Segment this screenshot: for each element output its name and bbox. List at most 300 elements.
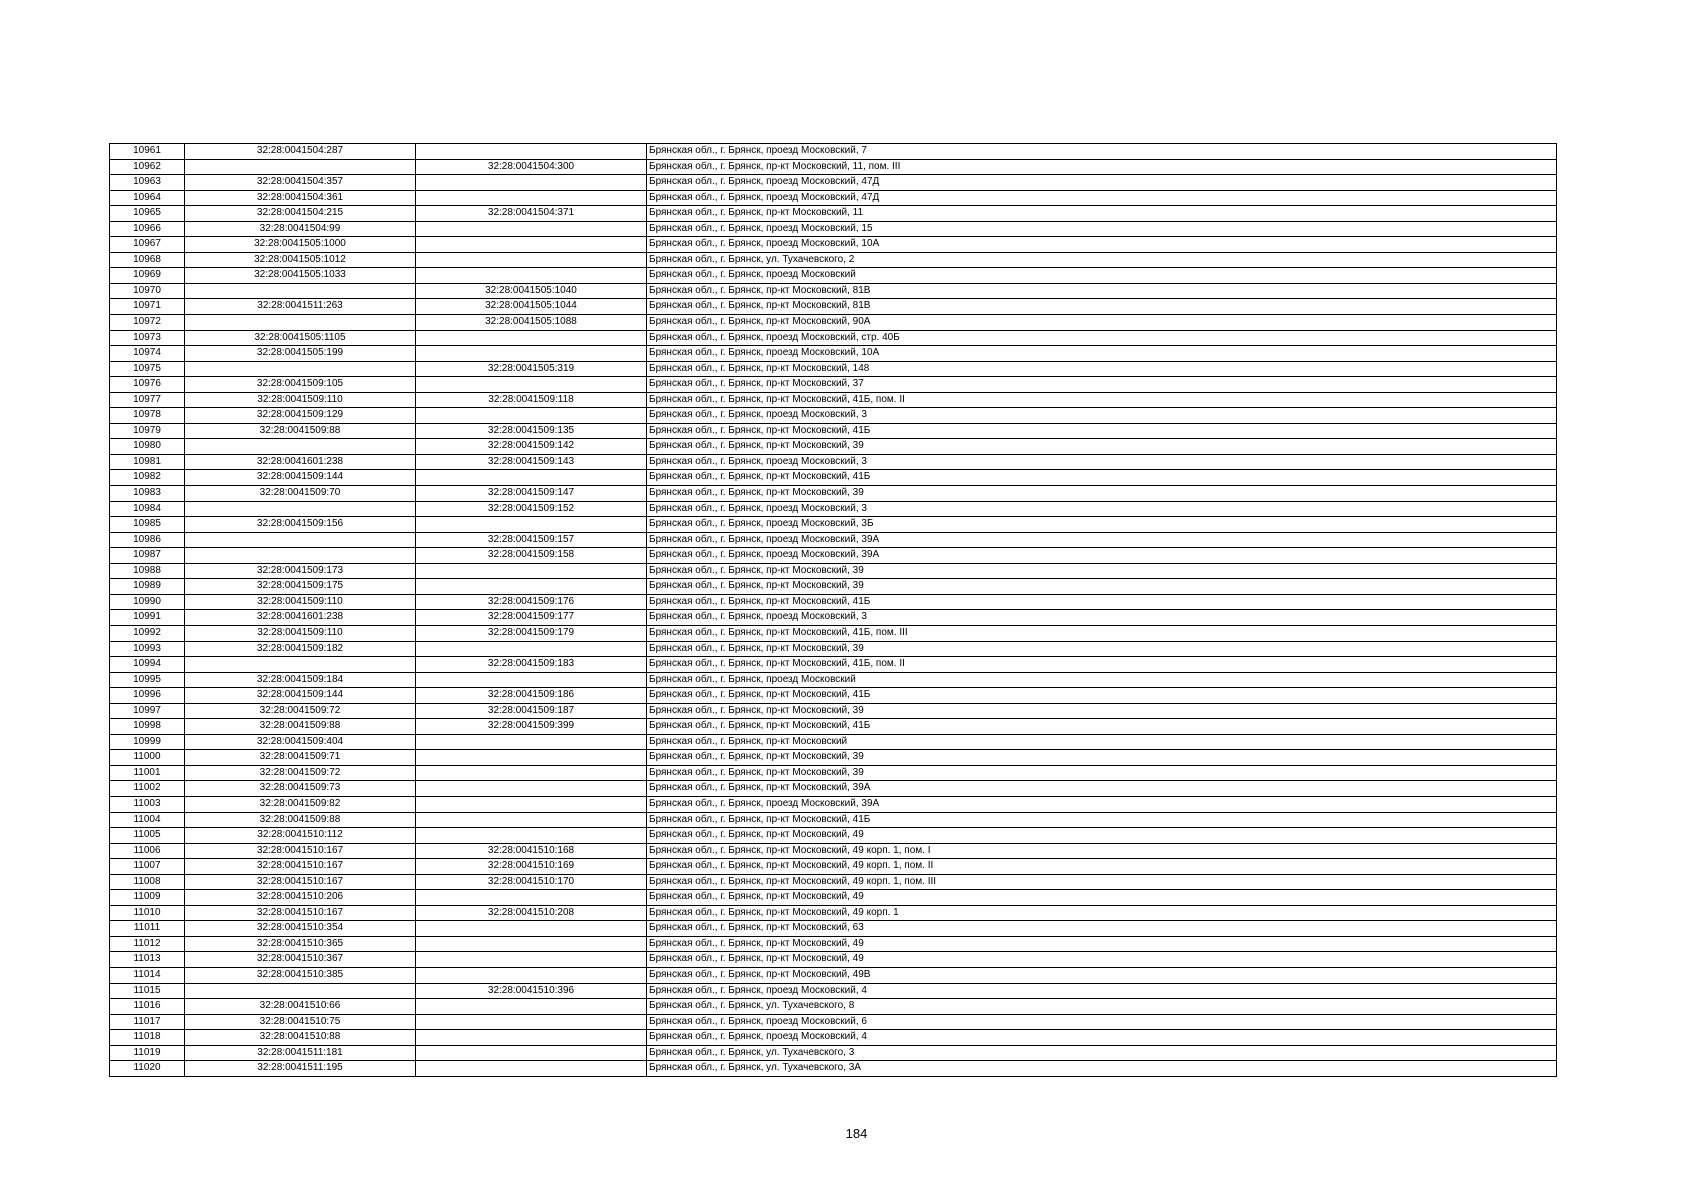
address-cell: Брянская обл., г. Брянск, пр-кт Московский, 39	[647, 579, 1557, 595]
address-cell: Брянская обл., г. Брянск, проезд Московский	[647, 268, 1557, 284]
cadastral-number-cell: 32:28:0041509:110	[185, 594, 416, 610]
table-row	[110, 750, 1557, 766]
related-cadastral-number-cell	[416, 734, 647, 750]
table-row	[110, 1045, 1557, 1061]
row-number-cell: 10999	[110, 734, 185, 750]
row-number-cell: 10988	[110, 563, 185, 579]
table-row	[110, 454, 1557, 470]
row-number-cell: 10962	[110, 159, 185, 175]
row-number-cell: 11020	[110, 1061, 185, 1077]
related-cadastral-number-cell	[416, 1014, 647, 1030]
cadastral-number-cell: 32:28:0041510:167	[185, 905, 416, 921]
cadastral-number-cell: 32:28:0041505:1033	[185, 268, 416, 284]
address-cell: Брянская обл., г. Брянск, пр-кт Московский, 41Б, пом. III	[647, 625, 1557, 641]
row-number-cell: 10967	[110, 237, 185, 253]
table-row	[110, 657, 1557, 673]
address-cell: Брянская обл., г. Брянск, проезд Московский, 15	[647, 221, 1557, 237]
related-cadastral-number-cell	[416, 1030, 647, 1046]
address-cell: Брянская обл., г. Брянск, пр-кт Московский, 39	[647, 563, 1557, 579]
row-number-cell: 10974	[110, 346, 185, 362]
row-number-cell: 11010	[110, 905, 185, 921]
table-row	[110, 486, 1557, 502]
table-row	[110, 315, 1557, 331]
table-row	[110, 268, 1557, 284]
row-number-cell: 10992	[110, 625, 185, 641]
related-cadastral-number-cell	[416, 190, 647, 206]
table-row	[110, 221, 1557, 237]
row-number-cell: 10993	[110, 641, 185, 657]
related-cadastral-number-cell: 32:28:0041510:168	[416, 843, 647, 859]
row-number-cell: 11001	[110, 765, 185, 781]
cadastral-number-cell: 32:28:0041510:167	[185, 843, 416, 859]
address-cell: Брянская обл., г. Брянск, пр-кт Московский, 81В	[647, 283, 1557, 299]
row-number-cell: 11005	[110, 828, 185, 844]
address-cell: Брянская обл., г. Брянск, пр-кт Московский, 49	[647, 890, 1557, 906]
table-row	[110, 470, 1557, 486]
cadastral-number-cell	[185, 548, 416, 564]
related-cadastral-number-cell	[416, 517, 647, 533]
related-cadastral-number-cell: 32:28:0041509:176	[416, 594, 647, 610]
cadastral-number-cell: 32:28:0041510:88	[185, 1030, 416, 1046]
address-cell: Брянская обл., г. Брянск, проезд Московский	[647, 672, 1557, 688]
table-row	[110, 625, 1557, 641]
related-cadastral-number-cell	[416, 377, 647, 393]
related-cadastral-number-cell	[416, 408, 647, 424]
row-number-cell: 11015	[110, 983, 185, 999]
table-row	[110, 439, 1557, 455]
related-cadastral-number-cell: 32:28:0041509:135	[416, 423, 647, 439]
table-row	[110, 905, 1557, 921]
table-row	[110, 734, 1557, 750]
related-cadastral-number-cell: 32:28:0041510:170	[416, 874, 647, 890]
address-cell: Брянская обл., г. Брянск, пр-кт Московский, 39А	[647, 781, 1557, 797]
row-number-cell: 11016	[110, 999, 185, 1015]
address-cell: Брянская обл., г. Брянск, проезд Московский, 10А	[647, 346, 1557, 362]
related-cadastral-number-cell: 32:28:0041510:208	[416, 905, 647, 921]
row-number-cell: 10977	[110, 392, 185, 408]
cadastral-number-cell: 32:28:0041509:129	[185, 408, 416, 424]
table-row	[110, 859, 1557, 875]
address-cell: Брянская обл., г. Брянск, проезд Московский, 10А	[647, 237, 1557, 253]
address-cell: Брянская обл., г. Брянск, пр-кт Московский, 41Б, пом. II	[647, 657, 1557, 673]
address-cell: Брянская обл., г. Брянск, пр-кт Московский, 41Б	[647, 688, 1557, 704]
related-cadastral-number-cell: 32:28:0041505:1040	[416, 283, 647, 299]
row-number-cell: 10973	[110, 330, 185, 346]
row-number-cell: 10982	[110, 470, 185, 486]
table-row	[110, 703, 1557, 719]
row-number-cell: 10998	[110, 719, 185, 735]
cadastral-number-cell: 32:28:0041510:365	[185, 936, 416, 952]
related-cadastral-number-cell	[416, 781, 647, 797]
related-cadastral-number-cell: 32:28:0041509:143	[416, 454, 647, 470]
related-cadastral-number-cell: 32:28:0041509:177	[416, 610, 647, 626]
row-number-cell: 10969	[110, 268, 185, 284]
address-cell: Брянская обл., г. Брянск, пр-кт Московский, 49 корп. 1, пом. I	[647, 843, 1557, 859]
related-cadastral-number-cell: 32:28:0041509:118	[416, 392, 647, 408]
address-cell: Брянская обл., г. Брянск, пр-кт Московский, 41Б	[647, 812, 1557, 828]
table-row	[110, 423, 1557, 439]
address-cell: Брянская обл., г. Брянск, проезд Московский, 47Д	[647, 175, 1557, 191]
table-row	[110, 765, 1557, 781]
cadastral-number-cell: 32:28:0041504:99	[185, 221, 416, 237]
cadastral-number-cell: 32:28:0041504:361	[185, 190, 416, 206]
row-number-cell: 10986	[110, 532, 185, 548]
cadastral-number-cell	[185, 439, 416, 455]
cadastral-number-cell: 32:28:0041510:66	[185, 999, 416, 1015]
table-row	[110, 144, 1557, 160]
row-number-cell: 10994	[110, 657, 185, 673]
row-number-cell: 11017	[110, 1014, 185, 1030]
page-number: 184	[845, 1126, 868, 1141]
address-cell: Брянская обл., г. Брянск, пр-кт Московский, 41Б	[647, 719, 1557, 735]
cadastral-number-cell: 32:28:0041509:70	[185, 486, 416, 502]
address-cell: Брянская обл., г. Брянск, пр-кт Московский, 49	[647, 952, 1557, 968]
related-cadastral-number-cell: 32:28:0041504:300	[416, 159, 647, 175]
cadastral-number-cell: 32:28:0041511:195	[185, 1061, 416, 1077]
related-cadastral-number-cell	[416, 1045, 647, 1061]
table-row	[110, 330, 1557, 346]
address-cell: Брянская обл., г. Брянск, проезд Московский, 7	[647, 144, 1557, 160]
cadastral-number-cell: 32:28:0041509:404	[185, 734, 416, 750]
row-number-cell: 11000	[110, 750, 185, 766]
address-cell: Брянская обл., г. Брянск, пр-кт Московский, 49	[647, 828, 1557, 844]
row-number-cell: 10989	[110, 579, 185, 595]
cadastral-number-cell: 32:28:0041510:112	[185, 828, 416, 844]
cadastral-number-cell: 32:28:0041509:110	[185, 625, 416, 641]
address-cell: Брянская обл., г. Брянск, проезд Московский, 3	[647, 610, 1557, 626]
table-row	[110, 1030, 1557, 1046]
row-number-cell: 10995	[110, 672, 185, 688]
table-row	[110, 563, 1557, 579]
row-number-cell: 10971	[110, 299, 185, 315]
address-cell: Брянская обл., г. Брянск, ул. Тухачевского, 2	[647, 252, 1557, 268]
address-cell: Брянская обл., г. Брянск, пр-кт Московский, 41Б	[647, 594, 1557, 610]
table-row	[110, 361, 1557, 377]
cadastral-number-cell: 32:28:0041505:1012	[185, 252, 416, 268]
related-cadastral-number-cell	[416, 470, 647, 486]
related-cadastral-number-cell	[416, 579, 647, 595]
table-row	[110, 501, 1557, 517]
cadastral-number-cell: 32:28:0041509:110	[185, 392, 416, 408]
related-cadastral-number-cell	[416, 144, 647, 160]
row-number-cell: 11019	[110, 1045, 185, 1061]
address-cell: Брянская обл., г. Брянск, проезд Московский, 39А	[647, 796, 1557, 812]
cadastral-number-cell: 32:28:0041510:75	[185, 1014, 416, 1030]
address-cell: Брянская обл., г. Брянск, пр-кт Московский, 11, пом. III	[647, 159, 1557, 175]
address-cell: Брянская обл., г. Брянск, пр-кт Московский, 49В	[647, 967, 1557, 983]
related-cadastral-number-cell	[416, 252, 647, 268]
address-cell: Брянская обл., г. Брянск, ул. Тухачевского, 8	[647, 999, 1557, 1015]
address-cell: Брянская обл., г. Брянск, проезд Московский, 39А	[647, 548, 1557, 564]
related-cadastral-number-cell: 32:28:0041509:179	[416, 625, 647, 641]
cadastral-number-cell: 32:28:0041601:238	[185, 454, 416, 470]
related-cadastral-number-cell: 32:28:0041509:158	[416, 548, 647, 564]
cadastral-number-cell: 32:28:0041510:367	[185, 952, 416, 968]
cadastral-number-cell: 32:28:0041510:385	[185, 967, 416, 983]
related-cadastral-number-cell	[416, 812, 647, 828]
related-cadastral-number-cell	[416, 563, 647, 579]
address-cell: Брянская обл., г. Брянск, пр-кт Московский, 39	[647, 765, 1557, 781]
address-cell: Брянская обл., г. Брянск, ул. Тухачевского, 3А	[647, 1061, 1557, 1077]
related-cadastral-number-cell	[416, 237, 647, 253]
related-cadastral-number-cell: 32:28:0041504:371	[416, 206, 647, 222]
address-cell: Брянская обл., г. Брянск, пр-кт Московский, 39	[647, 750, 1557, 766]
cadastral-number-cell: 32:28:0041509:88	[185, 423, 416, 439]
cadastral-number-cell	[185, 315, 416, 331]
cadastral-number-cell	[185, 283, 416, 299]
related-cadastral-number-cell	[416, 346, 647, 362]
address-cell: Брянская обл., г. Брянск, пр-кт Московский, 49 корп. 1, пом. III	[647, 874, 1557, 890]
related-cadastral-number-cell: 32:28:0041510:169	[416, 859, 647, 875]
cadastral-number-cell: 32:28:0041504:215	[185, 206, 416, 222]
address-cell: Брянская обл., г. Брянск, проезд Московский, 39А	[647, 532, 1557, 548]
row-number-cell: 10976	[110, 377, 185, 393]
row-number-cell: 11006	[110, 843, 185, 859]
cadastral-number-cell: 32:28:0041509:73	[185, 781, 416, 797]
cadastral-number-cell: 32:28:0041505:199	[185, 346, 416, 362]
related-cadastral-number-cell: 32:28:0041510:396	[416, 983, 647, 999]
row-number-cell: 10968	[110, 252, 185, 268]
address-cell: Брянская обл., г. Брянск, пр-кт Московский, 39	[647, 703, 1557, 719]
related-cadastral-number-cell	[416, 967, 647, 983]
address-cell: Брянская обл., г. Брянск, проезд Московский, 3	[647, 501, 1557, 517]
related-cadastral-number-cell: 32:28:0041509:142	[416, 439, 647, 455]
row-number-cell: 10985	[110, 517, 185, 533]
related-cadastral-number-cell	[416, 268, 647, 284]
row-number-cell: 10970	[110, 283, 185, 299]
table-row	[110, 594, 1557, 610]
table-row	[110, 377, 1557, 393]
address-cell: Брянская обл., г. Брянск, пр-кт Московский, 41Б, пом. II	[647, 392, 1557, 408]
address-cell: Брянская обл., г. Брянск, пр-кт Московский, 41Б	[647, 470, 1557, 486]
table-row	[110, 159, 1557, 175]
cadastral-number-cell: 32:28:0041510:167	[185, 874, 416, 890]
related-cadastral-number-cell	[416, 921, 647, 937]
cadastral-number-cell: 32:28:0041509:82	[185, 796, 416, 812]
table-row	[110, 999, 1557, 1015]
row-number-cell: 10964	[110, 190, 185, 206]
table-row	[110, 190, 1557, 206]
related-cadastral-number-cell: 32:28:0041505:1088	[416, 315, 647, 331]
table-row	[110, 688, 1557, 704]
table-row	[110, 796, 1557, 812]
related-cadastral-number-cell	[416, 750, 647, 766]
address-cell: Брянская обл., г. Брянск, пр-кт Московский, 39	[647, 641, 1557, 657]
cadastral-number-cell: 32:28:0041509:88	[185, 812, 416, 828]
address-cell: Брянская обл., г. Брянск, проезд Московский, 4	[647, 1030, 1557, 1046]
address-cell: Брянская обл., г. Брянск, проезд Московский, стр. 40Б	[647, 330, 1557, 346]
registry-table-body	[110, 144, 1557, 1077]
table-row	[110, 237, 1557, 253]
table-row	[110, 206, 1557, 222]
table-row	[110, 967, 1557, 983]
cadastral-number-cell: 32:28:0041504:287	[185, 144, 416, 160]
address-cell: Брянская обл., г. Брянск, проезд Московский, 6	[647, 1014, 1557, 1030]
cadastral-number-cell: 32:28:0041509:72	[185, 703, 416, 719]
table-row	[110, 579, 1557, 595]
table-row	[110, 812, 1557, 828]
related-cadastral-number-cell: 32:28:0041505:1044	[416, 299, 647, 315]
related-cadastral-number-cell	[416, 936, 647, 952]
table-row	[110, 548, 1557, 564]
related-cadastral-number-cell: 32:28:0041509:399	[416, 719, 647, 735]
table-row	[110, 299, 1557, 315]
cadastral-number-cell: 32:28:0041509:175	[185, 579, 416, 595]
related-cadastral-number-cell	[416, 175, 647, 191]
table-row	[110, 828, 1557, 844]
row-number-cell: 11012	[110, 936, 185, 952]
table-row	[110, 610, 1557, 626]
related-cadastral-number-cell	[416, 641, 647, 657]
table-row	[110, 517, 1557, 533]
address-cell: Брянская обл., г. Брянск, пр-кт Московский	[647, 734, 1557, 750]
registry-table	[109, 143, 1557, 1077]
table-row	[110, 781, 1557, 797]
related-cadastral-number-cell	[416, 890, 647, 906]
row-number-cell: 10979	[110, 423, 185, 439]
row-number-cell: 10997	[110, 703, 185, 719]
cadastral-number-cell: 32:28:0041509:182	[185, 641, 416, 657]
row-number-cell: 11014	[110, 967, 185, 983]
table-row	[110, 283, 1557, 299]
row-number-cell: 10996	[110, 688, 185, 704]
row-number-cell: 11011	[110, 921, 185, 937]
row-number-cell: 10990	[110, 594, 185, 610]
table-row	[110, 874, 1557, 890]
related-cadastral-number-cell	[416, 765, 647, 781]
row-number-cell: 10991	[110, 610, 185, 626]
row-number-cell: 11008	[110, 874, 185, 890]
cadastral-number-cell: 32:28:0041601:238	[185, 610, 416, 626]
address-cell: Брянская обл., г. Брянск, проезд Московский, 3	[647, 454, 1557, 470]
row-number-cell: 10972	[110, 315, 185, 331]
table-row	[110, 719, 1557, 735]
cadastral-number-cell: 32:28:0041505:1000	[185, 237, 416, 253]
table-row	[110, 392, 1557, 408]
row-number-cell: 11007	[110, 859, 185, 875]
related-cadastral-number-cell	[416, 796, 647, 812]
cadastral-number-cell: 32:28:0041504:357	[185, 175, 416, 191]
cadastral-number-cell	[185, 657, 416, 673]
related-cadastral-number-cell: 32:28:0041505:319	[416, 361, 647, 377]
related-cadastral-number-cell: 32:28:0041509:186	[416, 688, 647, 704]
table-row	[110, 921, 1557, 937]
table-row	[110, 936, 1557, 952]
cadastral-number-cell: 32:28:0041509:105	[185, 377, 416, 393]
cadastral-number-cell: 32:28:0041510:167	[185, 859, 416, 875]
table-row	[110, 1061, 1557, 1077]
cadastral-number-cell: 32:28:0041509:184	[185, 672, 416, 688]
table-row	[110, 1014, 1557, 1030]
cadastral-number-cell	[185, 501, 416, 517]
row-number-cell: 10965	[110, 206, 185, 222]
cadastral-number-cell	[185, 532, 416, 548]
cadastral-number-cell: 32:28:0041509:72	[185, 765, 416, 781]
related-cadastral-number-cell	[416, 952, 647, 968]
address-cell: Брянская обл., г. Брянск, проезд Московский, 47Д	[647, 190, 1557, 206]
cadastral-number-cell: 32:28:0041511:181	[185, 1045, 416, 1061]
related-cadastral-number-cell: 32:28:0041509:157	[416, 532, 647, 548]
related-cadastral-number-cell	[416, 672, 647, 688]
address-cell: Брянская обл., г. Брянск, пр-кт Московский, 11	[647, 206, 1557, 222]
related-cadastral-number-cell	[416, 221, 647, 237]
row-number-cell: 11002	[110, 781, 185, 797]
table-row	[110, 532, 1557, 548]
cadastral-number-cell: 32:28:0041509:173	[185, 563, 416, 579]
row-number-cell: 11009	[110, 890, 185, 906]
row-number-cell: 10983	[110, 486, 185, 502]
cadastral-number-cell: 32:28:0041509:144	[185, 688, 416, 704]
row-number-cell: 10963	[110, 175, 185, 191]
address-cell: Брянская обл., г. Брянск, ул. Тухачевского, 3	[647, 1045, 1557, 1061]
address-cell: Брянская обл., г. Брянск, пр-кт Московский, 63	[647, 921, 1557, 937]
table-row	[110, 983, 1557, 999]
row-number-cell: 10987	[110, 548, 185, 564]
row-number-cell: 10980	[110, 439, 185, 455]
table-row	[110, 346, 1557, 362]
address-cell: Брянская обл., г. Брянск, пр-кт Московский, 49 корп. 1, пом. II	[647, 859, 1557, 875]
address-cell: Брянская обл., г. Брянск, пр-кт Московский, 39	[647, 486, 1557, 502]
related-cadastral-number-cell	[416, 999, 647, 1015]
address-cell: Брянская обл., г. Брянск, пр-кт Московский, 81В	[647, 299, 1557, 315]
address-cell: Брянская обл., г. Брянск, пр-кт Московский, 49	[647, 936, 1557, 952]
table-row	[110, 252, 1557, 268]
cadastral-number-cell: 32:28:0041510:354	[185, 921, 416, 937]
table-row	[110, 890, 1557, 906]
row-number-cell: 11004	[110, 812, 185, 828]
related-cadastral-number-cell	[416, 1061, 647, 1077]
related-cadastral-number-cell: 32:28:0041509:183	[416, 657, 647, 673]
cadastral-number-cell: 32:28:0041509:88	[185, 719, 416, 735]
cadastral-number-cell: 32:28:0041509:71	[185, 750, 416, 766]
address-cell: Брянская обл., г. Брянск, проезд Московский, 3Б	[647, 517, 1557, 533]
address-cell: Брянская обл., г. Брянск, пр-кт Московский, 37	[647, 377, 1557, 393]
cadastral-number-cell: 32:28:0041510:206	[185, 890, 416, 906]
table-row	[110, 408, 1557, 424]
registry-table-container	[109, 143, 1556, 1077]
address-cell: Брянская обл., г. Брянск, пр-кт Московский, 90А	[647, 315, 1557, 331]
table-row	[110, 843, 1557, 859]
row-number-cell: 11018	[110, 1030, 185, 1046]
related-cadastral-number-cell: 32:28:0041509:187	[416, 703, 647, 719]
address-cell: Брянская обл., г. Брянск, пр-кт Московский, 148	[647, 361, 1557, 377]
table-row	[110, 952, 1557, 968]
related-cadastral-number-cell: 32:28:0041509:152	[416, 501, 647, 517]
row-number-cell: 11003	[110, 796, 185, 812]
cadastral-number-cell	[185, 159, 416, 175]
table-row	[110, 672, 1557, 688]
cadastral-number-cell: 32:28:0041505:1105	[185, 330, 416, 346]
address-cell: Брянская обл., г. Брянск, пр-кт Московский, 41Б	[647, 423, 1557, 439]
cadastral-number-cell: 32:28:0041511:263	[185, 299, 416, 315]
row-number-cell: 10981	[110, 454, 185, 470]
row-number-cell: 10984	[110, 501, 185, 517]
table-row	[110, 641, 1557, 657]
related-cadastral-number-cell	[416, 330, 647, 346]
row-number-cell: 11013	[110, 952, 185, 968]
cadastral-number-cell	[185, 361, 416, 377]
table-row	[110, 175, 1557, 191]
address-cell: Брянская обл., г. Брянск, пр-кт Московский, 39	[647, 439, 1557, 455]
address-cell: Брянская обл., г. Брянск, пр-кт Московский, 49 корп. 1	[647, 905, 1557, 921]
row-number-cell: 10975	[110, 361, 185, 377]
row-number-cell: 10966	[110, 221, 185, 237]
row-number-cell: 10961	[110, 144, 185, 160]
cadastral-number-cell	[185, 983, 416, 999]
related-cadastral-number-cell: 32:28:0041509:147	[416, 486, 647, 502]
cadastral-number-cell: 32:28:0041509:144	[185, 470, 416, 486]
address-cell: Брянская обл., г. Брянск, проезд Московский, 4	[647, 983, 1557, 999]
